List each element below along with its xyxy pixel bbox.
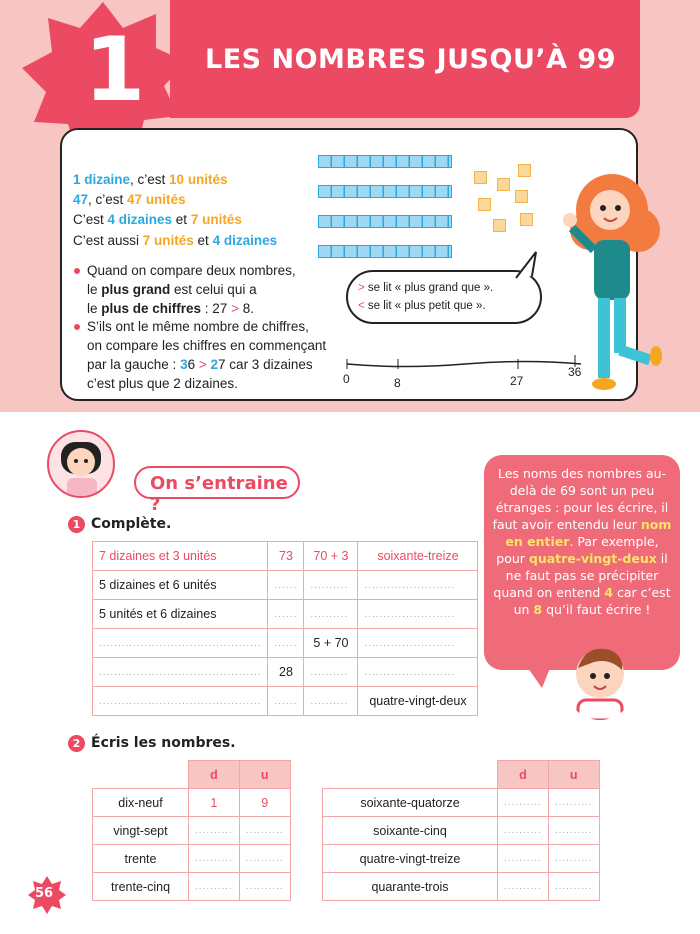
- info-callout: Les noms des nombres au-delà de 69 sont un peu étranges : pour les écrire, il faut avoir entendu leur nom en entier. Par exemple, pour quatre-vingt-deux il ne faut pas se précipiter quand on entend 4 car c’est un 8 qu’il faut écrire !: [484, 455, 680, 670]
- table-row: [93, 845, 291, 873]
- exercise-2-heading: 2 Écris les nombres.: [68, 735, 236, 752]
- ten-bar: [318, 185, 452, 198]
- girl-illustration: [560, 170, 692, 400]
- table-row: [93, 873, 291, 901]
- answer-blank[interactable]: ..........: [239, 817, 290, 845]
- ten-bar: [318, 155, 452, 168]
- table-cell: trente-cinq: [93, 873, 189, 901]
- unit-square: [515, 190, 528, 203]
- answer-blank[interactable]: ..........: [498, 789, 549, 817]
- ten-bar: [318, 215, 452, 228]
- table-cell: 5 dizaines et 6 unités: [93, 571, 268, 600]
- answer-blank[interactable]: ........................: [358, 629, 478, 658]
- rule-2-line-1: S’ils ont le même nombre de chiffres,: [87, 319, 309, 334]
- blank-cell: [93, 761, 189, 789]
- table-row: [323, 873, 600, 901]
- table-cell: 28: [268, 658, 304, 687]
- answer-blank[interactable]: ..........: [548, 873, 599, 901]
- table-cell: quarante-trois: [323, 873, 498, 901]
- practice-banner: On s’entraine ?: [134, 466, 300, 499]
- answer-blank[interactable]: ..........: [189, 817, 240, 845]
- table-cell: quatre-vingt-treize: [323, 845, 498, 873]
- answer-blank[interactable]: ..........: [239, 873, 290, 901]
- unit-square: [474, 171, 487, 184]
- table-cell: vingt-sept: [93, 817, 189, 845]
- table-row: [93, 542, 478, 571]
- answer-blank[interactable]: ........................: [358, 571, 478, 600]
- table-cell: 5 unités et 6 dizaines: [93, 600, 268, 629]
- answer-blank[interactable]: ..........: [304, 687, 358, 716]
- answer-blank[interactable]: ..........: [548, 845, 599, 873]
- table-cell: 9: [239, 789, 290, 817]
- answer-blank[interactable]: ........................: [358, 658, 478, 687]
- number-line: [345, 355, 585, 387]
- answer-blank[interactable]: ......: [268, 629, 304, 658]
- answer-blank[interactable]: ..........: [304, 600, 358, 629]
- bubble-line-1: > se lit « plus grand que ».: [358, 282, 494, 294]
- bubble-line-2: < se lit « plus petit que ».: [358, 300, 486, 312]
- unit-square: [497, 178, 510, 191]
- answer-blank[interactable]: ......: [268, 600, 304, 629]
- rule-1-line-3: le plus de chiffres : 27 > 8.: [87, 301, 254, 316]
- table-row: [323, 817, 600, 845]
- unit-square: [518, 164, 531, 177]
- lesson-line-2: 47, c’est 47 unités: [73, 192, 186, 207]
- table-cell: soixante-treize: [358, 542, 478, 571]
- exercise-1-heading: 1 Complète.: [68, 516, 171, 533]
- bullet-icon: [74, 268, 80, 274]
- table-row: [323, 789, 600, 817]
- table-cell: dix-neuf: [93, 789, 189, 817]
- answer-blank[interactable]: ..........: [189, 845, 240, 873]
- header-u: u: [548, 761, 599, 789]
- lesson-line-3: C’est 4 dizaines et 7 unités: [73, 212, 242, 227]
- tick-label: 8: [394, 376, 401, 390]
- rule-1-line-1: Quand on compare deux nombres,: [87, 263, 296, 278]
- unit-square: [520, 213, 533, 226]
- ten-bars: [318, 155, 452, 275]
- table-row: [93, 789, 291, 817]
- table-row: [93, 600, 478, 629]
- table-row: [93, 571, 478, 600]
- answer-blank[interactable]: ..........: [498, 817, 549, 845]
- exercise-1-table: [92, 541, 478, 716]
- tick-label: 0: [343, 372, 350, 386]
- answer-blank[interactable]: ......: [268, 687, 304, 716]
- bullet-icon: [74, 324, 80, 330]
- exercise-2-table-right: [322, 760, 600, 901]
- rule-2-line-4: c’est plus que 2 dizaines.: [87, 376, 238, 391]
- header-d: d: [189, 761, 240, 789]
- table-cell: 73: [268, 542, 304, 571]
- chapter-number: 1: [84, 18, 146, 121]
- page-title: LES NOMBRES JUSQU’À 99: [205, 44, 616, 75]
- blank-cell: [323, 761, 498, 789]
- table-cell: 5 + 70: [304, 629, 358, 658]
- answer-blank[interactable]: ..........: [189, 873, 240, 901]
- table-cell: trente: [93, 845, 189, 873]
- rule-2-line-3: par la gauche : 36 > 27 car 3 dizaines: [87, 357, 313, 372]
- table-cell: soixante-cinq: [323, 817, 498, 845]
- lesson-line-4: C’est aussi 7 unités et 4 dizaines: [73, 233, 278, 248]
- table-cell: 70 + 3: [304, 542, 358, 571]
- table-cell: soixante-quatorze: [323, 789, 498, 817]
- header-u: u: [239, 761, 290, 789]
- answer-blank[interactable]: ..........: [304, 571, 358, 600]
- table-row: [323, 761, 600, 789]
- unit-square: [478, 198, 491, 211]
- girl-avatar: [47, 430, 115, 498]
- unit-square: [493, 219, 506, 232]
- answer-blank[interactable]: ...........................................: [93, 687, 268, 716]
- lesson-line-1: 1 dizaine, c’est 10 unités: [73, 172, 228, 187]
- header-d: d: [498, 761, 549, 789]
- table-cell: quatre-vingt-deux: [358, 687, 478, 716]
- table-row: [93, 658, 478, 687]
- answer-blank[interactable]: ..........: [548, 789, 599, 817]
- bubble-tail: [512, 250, 552, 280]
- table-row: [93, 629, 478, 658]
- ten-bar: [318, 245, 452, 258]
- answer-blank[interactable]: ..........: [239, 845, 290, 873]
- boy-avatar: [566, 640, 634, 720]
- page-number: 56: [35, 886, 54, 901]
- table-row: [93, 817, 291, 845]
- tick-label: 36: [568, 365, 582, 379]
- tick-label: 27: [510, 374, 524, 388]
- answer-blank[interactable]: ..........: [304, 658, 358, 687]
- answer-blank[interactable]: ..........: [548, 817, 599, 845]
- rule-2-line-2: on compare les chiffres en commençant: [87, 338, 327, 353]
- answer-blank[interactable]: ...........................................: [93, 658, 268, 687]
- answer-blank[interactable]: ..........: [498, 845, 549, 873]
- table-row: [93, 761, 291, 789]
- answer-blank[interactable]: ..........: [498, 873, 549, 901]
- table-row: [93, 687, 478, 716]
- answer-blank[interactable]: ......: [268, 571, 304, 600]
- table-cell: 1: [189, 789, 240, 817]
- table-row: [323, 845, 600, 873]
- exercise-2-table-left: [92, 760, 291, 901]
- callout-tail: [528, 668, 568, 690]
- table-cell: 7 dizaines et 3 unités: [93, 542, 268, 571]
- answer-blank[interactable]: ...........................................: [93, 629, 268, 658]
- answer-blank[interactable]: ........................: [358, 600, 478, 629]
- rule-1-line-2: le plus grand est celui qui a: [87, 282, 257, 297]
